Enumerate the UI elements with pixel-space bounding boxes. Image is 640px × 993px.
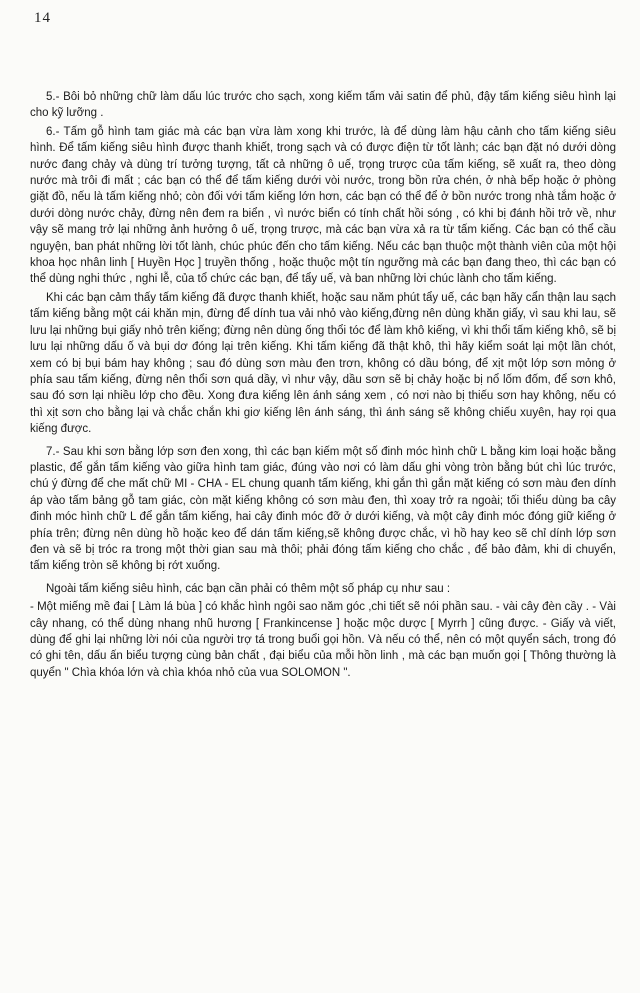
page-number: 14: [34, 10, 51, 26]
paragraph-step-6: 6.- Tấm gỗ hình tam giác mà các bạn vừa làm xong khi trước, là để dùng làm hậu cảnh cho tấm kiếng siêu hình. Để tấm kiếng siêu hình được thanh khiết, trong sạch và có được điện từ tốt lành; các bạn đặt nó dưới dòng nước đang chảy và dùng trí tưởng tượng, tất cả những ô uế, trọng trược của tấm kiếng, sẽ xuất ra, theo dòng nước mà trôi đi mất ; các bạn có thể để tấm kiếng dưới vòi nước, trong bồn rửa chén, ở nhà bếp hoặc ở phòng giặt đồ, nếu là tấm kiếng nhỏ; còn đối với tấm kiếng lớn hơn, các bạn có thể để ở bồn nước trong nhà tắm hoặc ở dưới dòng nước chảy, đừng nên đem ra biển , vì nước biển có tính chất hồi sóng , có khi bị đánh hồi trở về, như vậy sẽ mang trở lại những ảnh hưởng ô uế, trọng trược, mà các bạn vừa xả ra từ tấm kiếng. Các bạn có thể cầu nguyện, ban phát những lời tốt lành, chúc phúc đến cho tấm kiếng. Nếu các bạn thuộc một thành viên của một hội khoa học nhân linh [ Huyền Học ] truyền thống , hoặc thuộc một tín ngưỡng mà các bạn đang theo, thì các bạn có thể dùng nghi thức , nghi lễ, của tổ chức các bạn, để tẩy uế, và ban những lời chúc lành cho tấm kiếng.: [30, 125, 616, 286]
paragraph-cleaning-painting: Khi các bạn cảm thấy tấm kiếng đã được thanh khiết, hoặc sau năm phút tẩy uế, các bạn hãy cẩn thận lau sạch tấm kiếng bằng một cái khăn mịn, đừng để dính tua vải nhỏ vào kiếng,đừng nên dùng khăn giấy, vì sau khi lau, sẽ lưu lại những bụi giấy nhỏ trên kiếng; đừng nên dùng ống thổi tóc để làm khô kiếng, vì khi thổi tấm kiếng khô, sẽ bị lưu lại những dấu ố và bụi dơ đóng lại trên kiếng. Khi tấm kiếng đã thật khô, thì hãy kiểm soát lại một lần chót, xem có bị bụi bám hay không ; sau đó dùng sơn màu đen trơn, không có dầu bóng, để xịt một lớp sơn mỏng ở phía sau tấm kiếng, đừng nên thổi sơn quá dầy, vì như vậy, dầu sơn sẽ bị chảy hoặc bị nổ lốm đốm, để sơn khô, sau đó sơn lại nhiều lớp cho đều. Xong đưa kiếng lên ánh sáng xem , có nơi nào bị thiếu sơn hay không, nếu có thì xịt sơn cho bằng lại và chắc chắn khi giơ kiếng lên ánh sáng, thì ánh sáng sẽ không chiếu xuyên, hay rọi qua kiếng được.: [30, 291, 616, 436]
paragraph-step-7: 7.- Sau khi sơn bằng lớp sơn đen xong, thì các bạn kiếm một số đinh móc hình chữ L bằng kim loại hoặc bằng plastic, để gắn tấm kiếng vào giữa hình tam giác, đúng vào nơi có làm dấu ghi vòng tròn bằng bút chì lúc trước, chú ý đừng để che mất chữ MI - CHA - EL chung quanh tấm kiếng, khi gắn thì gắn mặt kiếng có sơn màu đen dính áp vào tấm bảng gỗ tam giác, còn mặt kiếng không có sơn màu đen, thì xoay trở ra ngoài; tối thiểu dùng ba cây đinh móc hình chữ L để gắn tấm kiếng, hai cây đinh móc đỡ ở dưới kiếng, và một cây đinh móc đóng giữ kiếng ở phía trên; đừng nên dùng hồ hoặc keo để dán tấm kiếng,sẽ không được chắc, vì hồ hay keo sẽ chỉ dính lớp sơn đen và sẽ bị tróc ra trong một thời gian sau mà thôi; phải đóng tấm kiếng cho chắc , để bảo đảm, khi di chuyển, tấm kiếng tròn sẽ không bị rớt xuống.: [30, 445, 616, 573]
paragraph-tools-intro: Ngoài tấm kiếng siêu hình, các bạn cần phải có thêm một số pháp cụ như sau :: [46, 582, 451, 595]
paragraph-tools-list: - Một miếng mề đai [ Làm lá bùa ] có khắc hình ngôi sao năm góc ,chi tiết sẽ nói phần sau. - vài cây đèn cầy . - Vài cây nhang, có thể dùng nhang nhũ hương [ Frankincense ] hoặc mộc dược [ Myrrh ] cũng được. - Giấy và viết, dùng để ghi lại những lời nói của người trợ tá trong buổi gọi hồn. Và nếu có thể, nên có một quyển sách, trong đó có ghi tên, dấu ấn biểu tượng cùng bản chất , đại biểu của mỗi hồn linh , mà các bạn muốn gọi [ Thông thường là quyển " Chìa khóa lớn và chìa khóa nhỏ của vua SOLOMON ".: [30, 601, 616, 679]
paragraph-step-5: 5.- Bôi bỏ những chữ làm dấu lúc trước cho sạch, xong kiếm tấm vải satin để phủ, đậy tấm kiếng siêu hình lại cho kỹ lưỡng .: [30, 91, 616, 120]
page-body: [30, 89, 616, 683]
